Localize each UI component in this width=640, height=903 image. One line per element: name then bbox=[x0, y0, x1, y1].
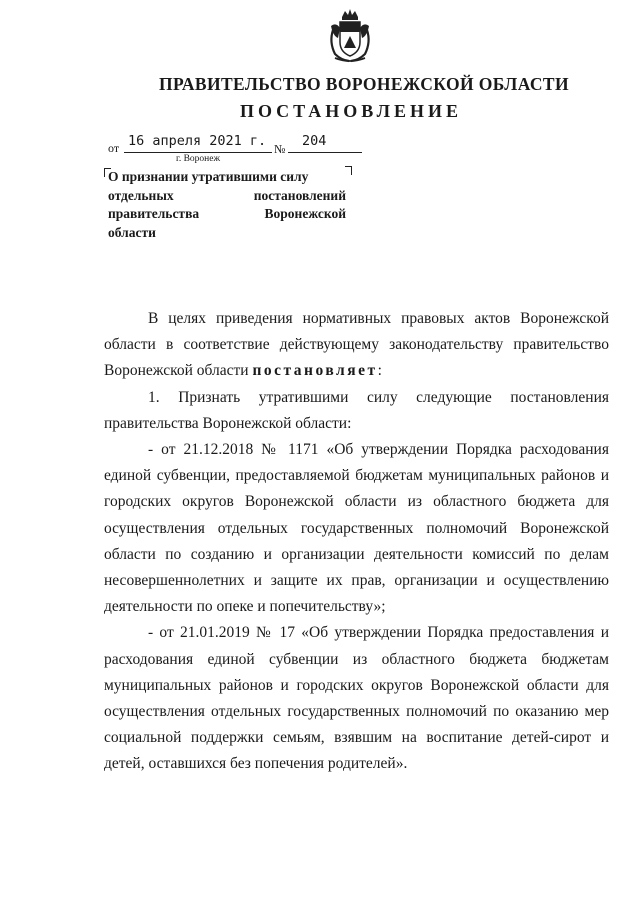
intro-text: В целях приведения нормативных правовых актов Воронежской области в соответствие действующему законодательству правительство Воронежской области bbox=[104, 310, 609, 380]
document-subject bbox=[108, 168, 346, 242]
date-field bbox=[124, 134, 272, 153]
date-value: 16 апреля 2021 г. bbox=[128, 133, 267, 149]
point-1-paragraph: 1. Признать утратившими силу следующие постановления правительства Воронежской области: bbox=[104, 388, 609, 432]
date-prefix: от bbox=[108, 141, 120, 155]
coat-of-arms-icon bbox=[327, 8, 373, 64]
subject-line bbox=[108, 205, 346, 224]
subject-line-text: постановлений bbox=[253, 187, 346, 203]
intro-paragraph bbox=[104, 306, 609, 385]
number-label: № bbox=[274, 142, 286, 156]
subject-line bbox=[108, 224, 346, 243]
subject-line bbox=[108, 168, 346, 187]
document-body bbox=[104, 306, 609, 778]
subject-line-text: области bbox=[108, 224, 156, 240]
subject-line-text: правительства bbox=[108, 206, 200, 221]
subject-line-text: Воронежской bbox=[264, 206, 346, 221]
document-type-title: ПОСТАНОВЛЕНИЕ bbox=[239, 101, 463, 121]
list-item: - от 21.01.2019 № 17 «Об утверждении Порядка предоставления и расходования единой субвенции из областного бюджета бюджетам муниципальных районов и городских округов Воронежской области для осуществления отдельных государственных полномочий по оказанию мер социальной поддержки семьям, взявшим на воспитание детей-сирот и детей, оставшихся без попечения родителей». bbox=[104, 624, 609, 773]
intro-end: : bbox=[377, 362, 382, 380]
date-number-row bbox=[108, 134, 368, 158]
subject-line-text: О признании утратившими силу bbox=[108, 169, 309, 184]
subject-line bbox=[108, 187, 346, 206]
number-field bbox=[288, 134, 362, 153]
city-label: г. Воронеж bbox=[176, 154, 221, 164]
subject-line-text: отдельных bbox=[108, 187, 174, 203]
government-title: ПРАВИТЕЛЬСТВО ВОРОНЕЖСКОЙ ОБЛАСТИ bbox=[158, 74, 570, 94]
intro-verb: постановляет bbox=[252, 362, 378, 380]
subject-bracket-right bbox=[345, 166, 352, 175]
list-item: - от 21.12.2018 № 1171 «Об утверждении Порядка расходования единой субвенции, предоставляемой бюджетам муниципальных районов и городских округов Воронежской области из областного бюджета для осуществления отдельных государственных полномочий Воронежской области по созданию и организации деятельности комиссий по делам несовершеннолетних и защите их прав, организации и осуществлению деятельности по опеке и попечительству»; bbox=[104, 441, 609, 616]
number-value: 204 bbox=[302, 133, 327, 149]
